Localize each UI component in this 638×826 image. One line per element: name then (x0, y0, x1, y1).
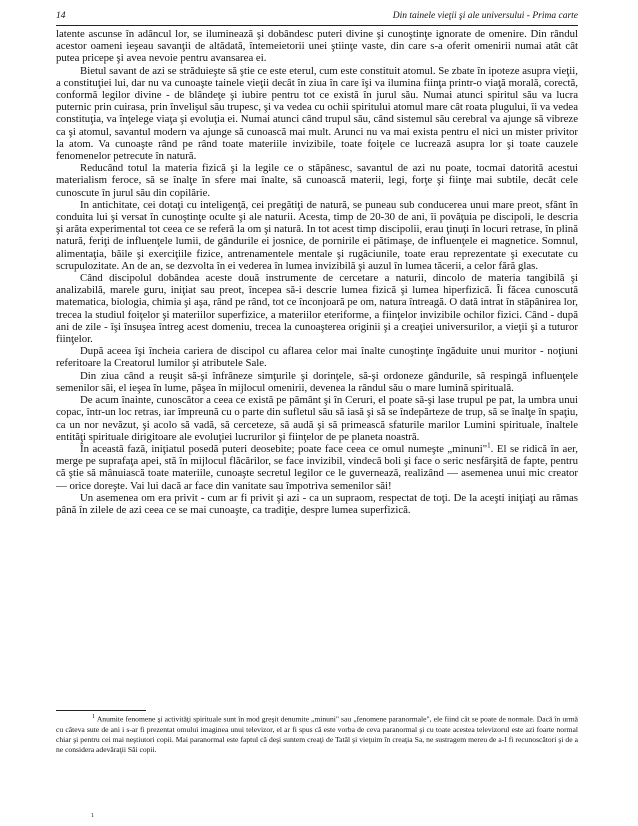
paragraph: Bietul savant de azi se străduieşte să ştie ce este eterul, cum este constituit atomul. Se zbate în ipoteze asupra vieţii, a constituţiei lui, dar nu va cunoaşte tainele vieţii decât în ziua în care îşi va ilumina fiinţa printr-o viaţă morală, corectă, conformă legilor divine - de blândeţe şi iubire pentru tot ce există în jurul său. Numai atunci spiritul său va lucra puternic prin cuirasa, prin învelişul său trupesc, şi va vedea cu ochii spiritului atomul mare cât roata plugului, îi va vedea constituţia, va înţelege viaţa şi evoluţia ei. Numai atunci când trupul său, când sistemul său cerebral va ajunge să vibreze ca şi atomul, savantul modern va ajunge să cunoască mai mult. Arunci nu va mai exista pentru el nici un mister privitor la atom. Va cunoaşte rând pe rând toate materiile invizibile, toate foiţele ce lucrează asupra lor şi toate cauzele fenomenelor petrecute în natură. (56, 64, 578, 163)
paragraph: După aceea îşi încheia cariera de discipol cu aflarea celor mai înalte cunoştinţe îngăduite unui muritor - noţiuni referitoare la Creatorul lumilor şi atributele Sale. (56, 345, 578, 370)
page-header (56, 11, 578, 26)
running-title: Din tainele vieţii şi ale universului - Prima carte (392, 11, 578, 21)
stray-mark: 1 (91, 813, 94, 819)
paragraph: Din ziua când a reuşit să-şi înfrâneze simţurile şi dorinţele, să-şi ordoneze gândurile, să respingă influenţele semenilor săi, el ieşea în lume, păşea în mijlocul omenirii, devenea la rândul său o mare lumină spirituală. (56, 369, 578, 394)
footnote (56, 712, 578, 755)
paragraph: latente ascunse în adâncul lor, se iluminează şi dobândesc puteri divine şi cunoştinţe ignorate de omenire. Din rândul acestor oameni ieşeau savanţii de altădată, întemeietorii unei ştiinţe vaste, din care s-a oferit omenirii numai atât cât putea pricepe şi avea nevoie pentru avansarea ei. (56, 28, 578, 65)
paragraph-text: . El se ridică în aer, merge pe suprafaţa apei, stă în mijlocul flăcărilor, se face invizibil, vindecă boli şi face o seric nesfârşită de fapte, pentru că ştie să mânuiască toate materiile, cunoaşte secretul legilor ce le guvernează, realizând — asemenea unui mic creator — orice doreşte. Vai lui dacă ar face din vanitate sau împotriva semenilor săi! (56, 442, 578, 492)
page-number: 14 (56, 11, 66, 21)
footnote-reference: 1 (487, 441, 491, 450)
paragraph: Reducând totul la materia fizică şi la legile ce o stăpânesc, savantul de azi nu poate, tocmai datorită acestui materialism feroce, să se înalţe în sfere mai înalte, să cunoască materii, legi, forţe şi fiinţe mai subtile, decât cele cunoscute în jurul său din copilărie. (56, 162, 578, 199)
footnote-marker: 1 (92, 713, 96, 720)
paragraph: Un asemenea om era privit - cum ar fi privit şi azi - ca un supraom, respectat de toţi. De la aceşti iniţiaţi au rămas până în zilele de azi ceea ce se mai cunoaşte, ca tradiţie, despre lumea superfizică. (56, 491, 578, 516)
paragraph-text: În această fază, iniţiatul posedă puteri deosebite; poate face ceea ce omul numeşte „minuni" (80, 442, 488, 455)
footnote-divider (56, 710, 146, 711)
paragraph: In antichitate, cei dotaţi cu inteligenţă, cei pregătiţi de natură, se puneau sub conducerea unui mare preot, sfânt în conduita lui şi versat în cunoştinţe oculte şi ale naturii. Acesta, timp de 20-30 de ani, îi povăţuia pe discipoli, le descria şi arăta experimental tot ceea ce se referă la om şi natură. In tot acest timp discipolii, erau ţinuţi în locuri retrase, în plină natură, feriţi de influenţele lumii, de gândurile ei josnice, de pornirile ei pătimaşe, de influenţele ei magnetice. Somnul, alimentaţia, băile şi exerciţiile fizice, antrenamentele mentale şi rugăciunile, toate erau reprezentate şi executate cu scrupulozitate. An de an, se dezvolta în ei vederea în lumea invizibilă şi auzul în lumea tăcerii, a celor fără glas. (56, 198, 578, 272)
footnote-text: Anumite fenomene şi activităţi spirituale sunt în mod greşit denumite „minuni" sau „fenomene paranormale", ele fiind cât se poate de normale. Dacă în urmă cu câteva sute de ani i s-ar fi prezentat omului imaginea unui televizor, el ar fi spus că este vorba de ceva paranormal şi cu toate acestea televizorul este azi foarte normal chiar şi pentru cei mai neştiutori copii. Mai paranormal este faptul că deşi suntem creaţi de Tatăl şi vieţuim în creaţia Sa, ne sustragem mereu de a-I fi recunoscători şi de a ne considera adevăraţii Săi copii. (56, 714, 578, 755)
paragraph-with-footnote (56, 443, 578, 492)
paragraph: Când discipolul dobândea aceste două instrumente de cercetare a naturii, dincolo de materia tangibilă şi analizabilă, marele guru, iniţiat sau preot, începea să-i descrie lumea fizică şi lumea hiperfizică. Îi făcea cunoscută matematica, biologia, chimia şi aşa, rând pe rând, tot ce înconjoară pe om, natura întreagă. O dată intrat în stăpânirea lor, trecea la studiul foiţelor şi materiilor superfizice, a materiilor eteriforme, a fiinţelor invizibile ochilor fizici. Când - după ani de zile - îşi însuşea întreg acest domeniu, trecea la cunoaşterea originii şi a creaţiei universurilor, a vieţii şi a tuturor fiinţelor. (56, 272, 578, 346)
body-text (56, 28, 578, 516)
paragraph: De acum înainte, cunoscător a ceea ce există pe pământ şi în Ceruri, el poate să-şi lase trupul pe pat, la umbra unui copac, într-un loc retras, iar împreună cu o parte din sufletul său să iasă şi să se îndepărteze de trup, să se înalţe în spaţiu, ca un nor nevăzut, şi acolo să vadă, să cerceteze, să audă şi să primească sfaturile marilor Lumini spirituale, înaltele entităţi spirituale dirigitoare ale evoluţiei lucrurilor şi fiinţelor de pe planeta noastră. (56, 394, 578, 443)
